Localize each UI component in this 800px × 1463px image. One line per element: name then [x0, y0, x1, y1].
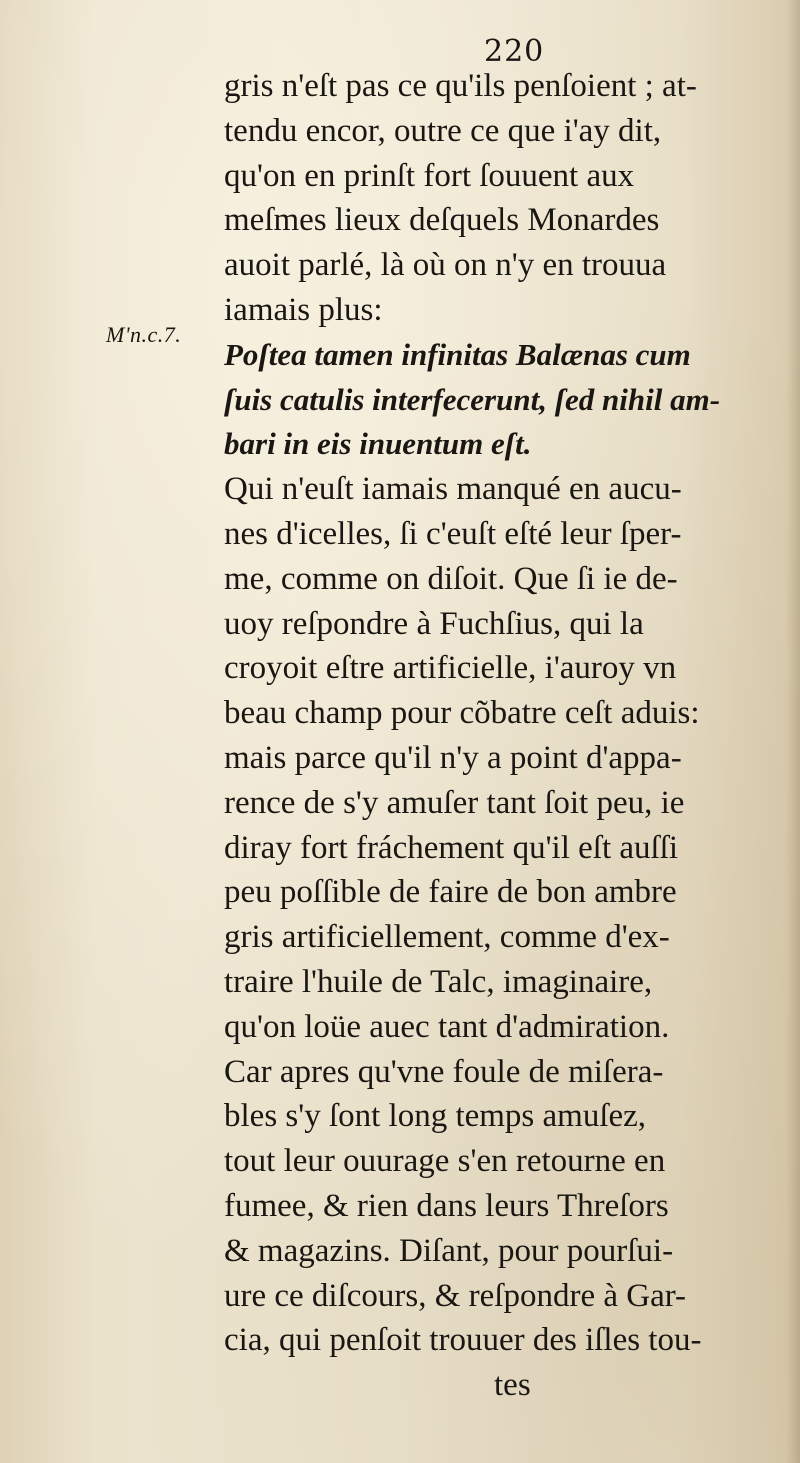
text-line: Car apres qu'vne foule de miſera- [224, 1053, 664, 1090]
text-line: diray fort fráchement qu'il eſt auſſi [224, 829, 679, 866]
text-line: fumee, & rien dans leurs Threſors [224, 1187, 669, 1224]
text-line: rence de s'y amuſer tant ſoit peu, ie [224, 784, 685, 821]
text-line: meſmes lieux deſquels Monardes [224, 202, 660, 239]
text-line: gris n'eſt pas ce qu'ils penſoient ; at- [224, 68, 697, 104]
margin-note: M'n.c.7. [106, 322, 182, 347]
text-line: Qui n'euſt iamais manqué en aucu- [224, 471, 682, 508]
catchword: tes [494, 1367, 531, 1404]
text-line: qu'on en prinſt fort ſouuent aux [224, 157, 635, 194]
text-line: tendu encor, outre ce que i'ay dit, [224, 112, 662, 149]
latin-quote-line: Poſtea tamen infinitas Balænas cum [224, 336, 691, 372]
text-line: ure ce diſcours, & reſpondre à Gar- [224, 1277, 687, 1314]
latin-quote-line: bari in eis inuentum eſt. [224, 426, 532, 462]
text-line: me, comme on diſoit. Que ſi ie de- [224, 560, 678, 597]
text-line: qu'on loüe auec tant d'admiration. [224, 1008, 670, 1045]
text-line: gris artificiellement, comme d'ex- [224, 919, 670, 956]
text-line: traire l'huile de Talc, imaginaire, [224, 963, 653, 1000]
text-line: uoy reſpondre à Fuchſius, qui la [224, 605, 644, 642]
text-line: beau champ pour cõbatre ceſt aduis: [224, 695, 700, 732]
text-line: peu poſſible de faire de bon ambre [224, 874, 677, 911]
text-line: auoit parlé, là où on n'y en trouua [224, 247, 667, 284]
text-line: croyoit eſtre artificielle, i'auroy vn [224, 650, 677, 687]
text-line: tout leur ouurage s'en retourne en [224, 1143, 666, 1180]
text-line: mais parce qu'il n'y a point d'appa- [224, 739, 682, 776]
latin-quote-line: ſuis catulis interfecerunt, ſed nihil am- [224, 381, 721, 417]
text-line: nes d'icelles, ſi c'euſt eſté leur ſper- [224, 515, 682, 552]
text-line: cia, qui penſoit trouuer des iſles tou- [224, 1322, 702, 1359]
text-line: iamais plus: [224, 291, 383, 328]
text-line: & magazins. Diſant, pour pourſui- [224, 1232, 674, 1269]
body-text [224, 64, 790, 1408]
page-number: 220 [484, 34, 545, 69]
text-line: bles s'y ſont long temps amuſez, [224, 1098, 647, 1135]
